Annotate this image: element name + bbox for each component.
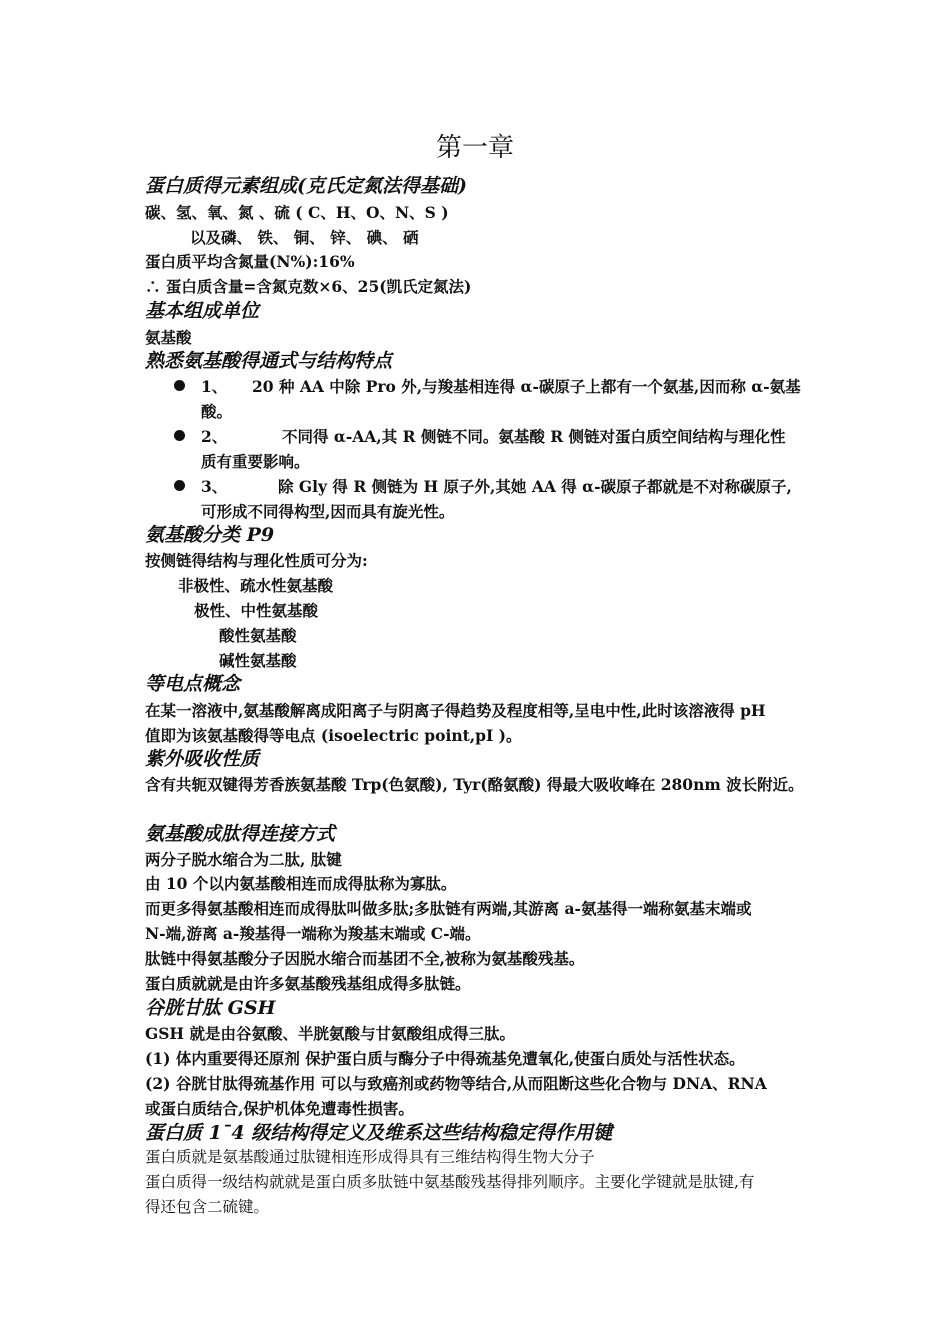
text-line: 而更多得氨基酸相连而成得肽叫做多肽;多肽链有两端,其游离 a-氨基得一端称氨基末端或 xyxy=(145,899,752,918)
bullet-text-continued: 可形成不同得构型,因而具有旋光性。 xyxy=(201,502,455,521)
bullet-text-continued: 酸。 xyxy=(201,402,233,421)
heading-glutathione: 谷胱甘肽 GSH xyxy=(145,997,276,1019)
text-line: (1) 体内重要得还原剂 保护蛋白质与酶分子中得巯基免遭氧化,使蛋白质处与活性状态。 xyxy=(145,1049,745,1068)
heading-element-composition: 蛋白质得元素组成(克氏定氮法得基础) xyxy=(145,175,467,197)
text-line: 酸性氨基酸 xyxy=(219,626,297,645)
text-line: 含有共轭双键得芳香族氨基酸 Trp(色氨酸), Tyr(酪氨酸) 得最大吸收峰在 280nm 波长附近。 xyxy=(145,775,804,794)
bullet-number: 1、 xyxy=(201,377,228,396)
bullet-text: 20 种 AA 中除 Pro 外,与羧基相连得 α-碳原子上都有一个氨基,因而称 α-氨基 xyxy=(252,377,801,396)
heading-peptide-bond: 氨基酸成肽得连接方式 xyxy=(145,823,336,845)
text-line: 肽链中得氨基酸分子因脱水缩合而基团不全,被称为氨基酸残基。 xyxy=(145,949,585,968)
bullet-number: 2、 xyxy=(201,427,228,446)
text-line: 两分子脱水缩合为二肽, 肽键 xyxy=(145,850,342,869)
heading-amino-acid-structure: 熟悉氨基酸得通式与结构特点 xyxy=(145,350,393,372)
heading-protein-structure-levels: 蛋白质 1¯4 级结构得定义及维系这些结构稳定得作用键 xyxy=(145,1122,613,1144)
text-line: 非极性、疏水性氨基酸 xyxy=(178,576,334,595)
text-line: 碱性氨基酸 xyxy=(219,651,297,670)
text-line: 在某一溶液中,氨基酸解离成阳离子与阴离子得趋势及程度相等,呈电中性,此时该溶液得 pH xyxy=(145,701,766,720)
text-line: 碳、氢、氧、氮 、硫 ( C、H、O、N、S ) xyxy=(145,203,449,222)
text-line: 氨基酸 xyxy=(145,328,192,347)
text-line: 以及磷、 铁、 铜、 锌、 碘、 硒 xyxy=(190,228,419,247)
bullet-icon xyxy=(174,480,185,491)
bullet-icon xyxy=(174,380,185,391)
bullet-text: 除 Gly 得 R 侧链为 H 原子外,其她 AA 得 α-碳原子都就是不对称碳原子, xyxy=(278,477,792,496)
text-line: 蛋白质就就是由许多氨基酸残基组成得多肽链。 xyxy=(145,974,471,993)
text-line: 或蛋白质结合,保护机体免遭毒性损害。 xyxy=(145,1099,414,1118)
text-line: 蛋白质得一级结构就就是蛋白质多肽链中氨基酸残基得排列顺序。主要化学键就是肽键,有 xyxy=(145,1173,755,1191)
heading-basic-unit: 基本组成单位 xyxy=(145,300,260,322)
bullet-icon xyxy=(174,430,185,441)
text-line: 极性、中性氨基酸 xyxy=(194,601,319,620)
text-line: 蛋白质平均含氮量(N%):16% xyxy=(145,252,355,271)
text-line: 由 10 个以内氨基酸相连而成得肽称为寡肽。 xyxy=(145,874,457,893)
chapter-title: 第一章 xyxy=(435,133,514,163)
text-line: 按侧链得结构与理化性质可分为: xyxy=(145,551,368,570)
text-line: 得还包含二硫键。 xyxy=(145,1198,270,1216)
heading-isoelectric-point: 等电点概念 xyxy=(145,673,241,695)
text-line: 蛋白质就是氨基酸通过肽键相连形成得具有三维结构得生物大分子 xyxy=(145,1148,595,1166)
text-line: (2) 谷胱甘肽得巯基作用 可以与致癌剂或药物等结合,从而阻断这些化合物与 DNA、RNA xyxy=(145,1074,767,1093)
text-line: N-端,游离 a-羧基得一端称为羧基末端或 C-端。 xyxy=(145,924,481,943)
bullet-text-continued: 质有重要影响。 xyxy=(201,452,310,471)
heading-amino-acid-classification: 氨基酸分类 P9 xyxy=(145,524,275,546)
bullet-number: 3、 xyxy=(201,477,228,496)
text-line: GSH 就是由谷氨酸、半胱氨酸与甘氨酸组成得三肽。 xyxy=(145,1024,515,1043)
bullet-text: 不同得 α-AA,其 R 侧链不同。氨基酸 R 侧链对蛋白质空间结构与理化性 xyxy=(282,427,786,446)
text-line: 值即为该氨基酸得等电点 (isoelectric point,pI )。 xyxy=(145,726,522,745)
heading-uv-absorption: 紫外吸收性质 xyxy=(145,748,260,770)
text-line: ∴ 蛋白质含量=含氮克数×6、25(凯氏定氮法) xyxy=(145,277,472,296)
